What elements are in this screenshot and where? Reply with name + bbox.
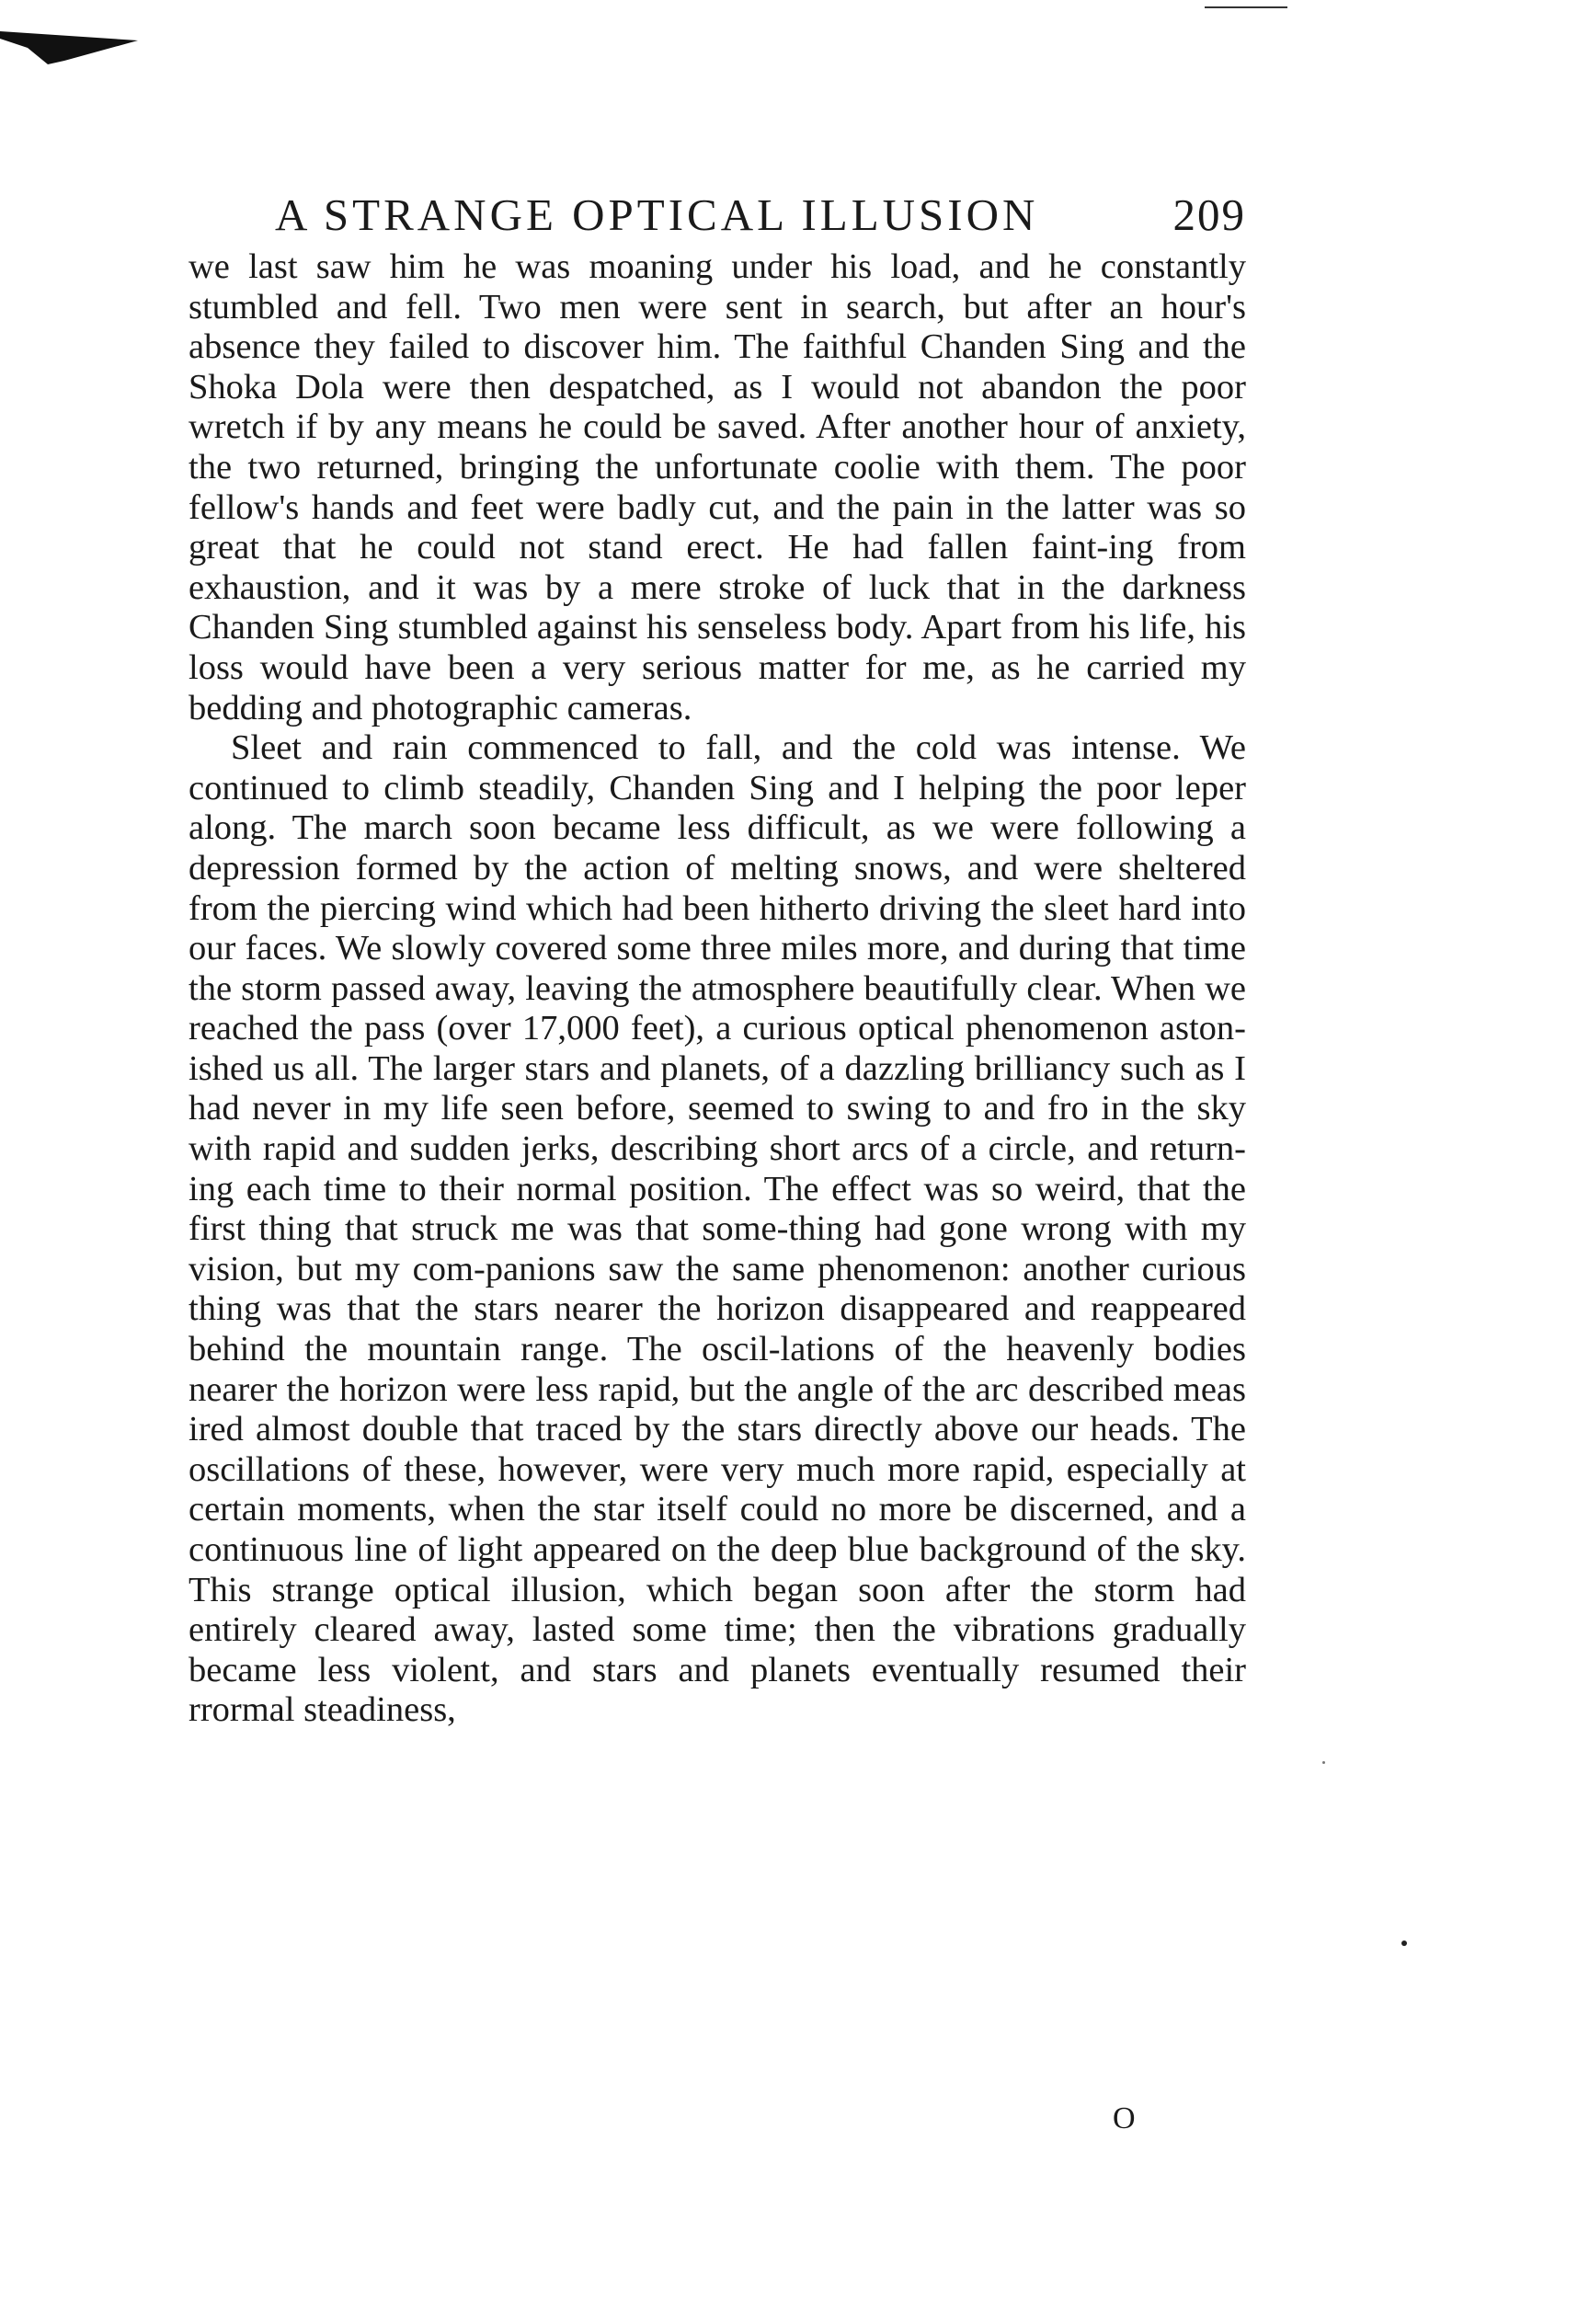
paragraph-1: we last saw him he was moaning under his load, and he constantly stumbled and fell. Two men were sent in search, but after an hour's absence they failed to discover him. The faithful Chanden Sing and the Shoka Dola were then despatched, as I would not abandon the poor wretch if by any means he could be saved. After another hour of anxiety, the two returned, bringing the unfortunate coolie with them. The poor fellow's hands and feet were badly cut, and the pain in the latter was so great that he could not stand erect. He had fallen faint-ing from exhaustion, and it was by a mere stroke of luck that in the darkness Chanden Sing stumbled against his senseless body. Apart from his life, his loss would have been a very serious matter for me, as he carried my bedding and photographic cameras. — [189, 247, 1246, 727]
corner-scan-mark — [0, 28, 138, 74]
page-number: 209 — [1172, 189, 1246, 240]
margin-speck — [1322, 1761, 1325, 1764]
top-edge-mark — [1205, 6, 1287, 9]
body-text — [189, 247, 1246, 1731]
paragraph-2: Sleet and rain commenced to fall, and the cold was intense. We continued to climb steadily, Chanden Sing and I helping the poor leper along. The march soon became less difficult, as we were following a depression formed by the action of melting snows, and were sheltered from the piercing wind which had been hitherto driving the sleet hard into our faces. We slowly covered some three miles more, and during that time the storm passed away, leaving the atmosphere beautifully clear. When we reached the pass (over 17,000 feet), a curious optical phenomenon aston-ished us all. The larger stars and planets, of a dazzling brilliancy such as I had never in my life seen before, seemed to swing to and fro in the sky with rapid and sudden jerks, describing short arcs of a circle, and return-ing each time to their normal position. The effect was so weird, that the first thing that struck me was that some-thing had gone wrong with my vision, but my com-panions saw the same phenomenon: another curious thing was that the stars nearer the horizon disappeared and reappeared behind the mountain range. The oscil-lations of the heavenly bodies nearer the horizon were less rapid, but the angle of the arc described meas ired almost double that traced by the stars directly above our heads. The oscillations of these, however, were very much more rapid, especially at certain moments, when the star itself could no more be discerned, and a continuous line of light appeared on the deep blue background of the sky. This strange optical illusion, which began soon after the storm had entirely cleared away, lasted some time; then the vibrations gradually became less violent, and stars and planets eventually resumed their rrormal steadiness, — [189, 728, 1246, 1730]
margin-speck — [1401, 1940, 1407, 1946]
chapter-title: A STRANGE OPTICAL ILLUSION — [275, 189, 1039, 240]
signature-mark: O — [1113, 2101, 1136, 2135]
book-page — [189, 189, 1246, 1731]
running-head — [189, 189, 1246, 247]
